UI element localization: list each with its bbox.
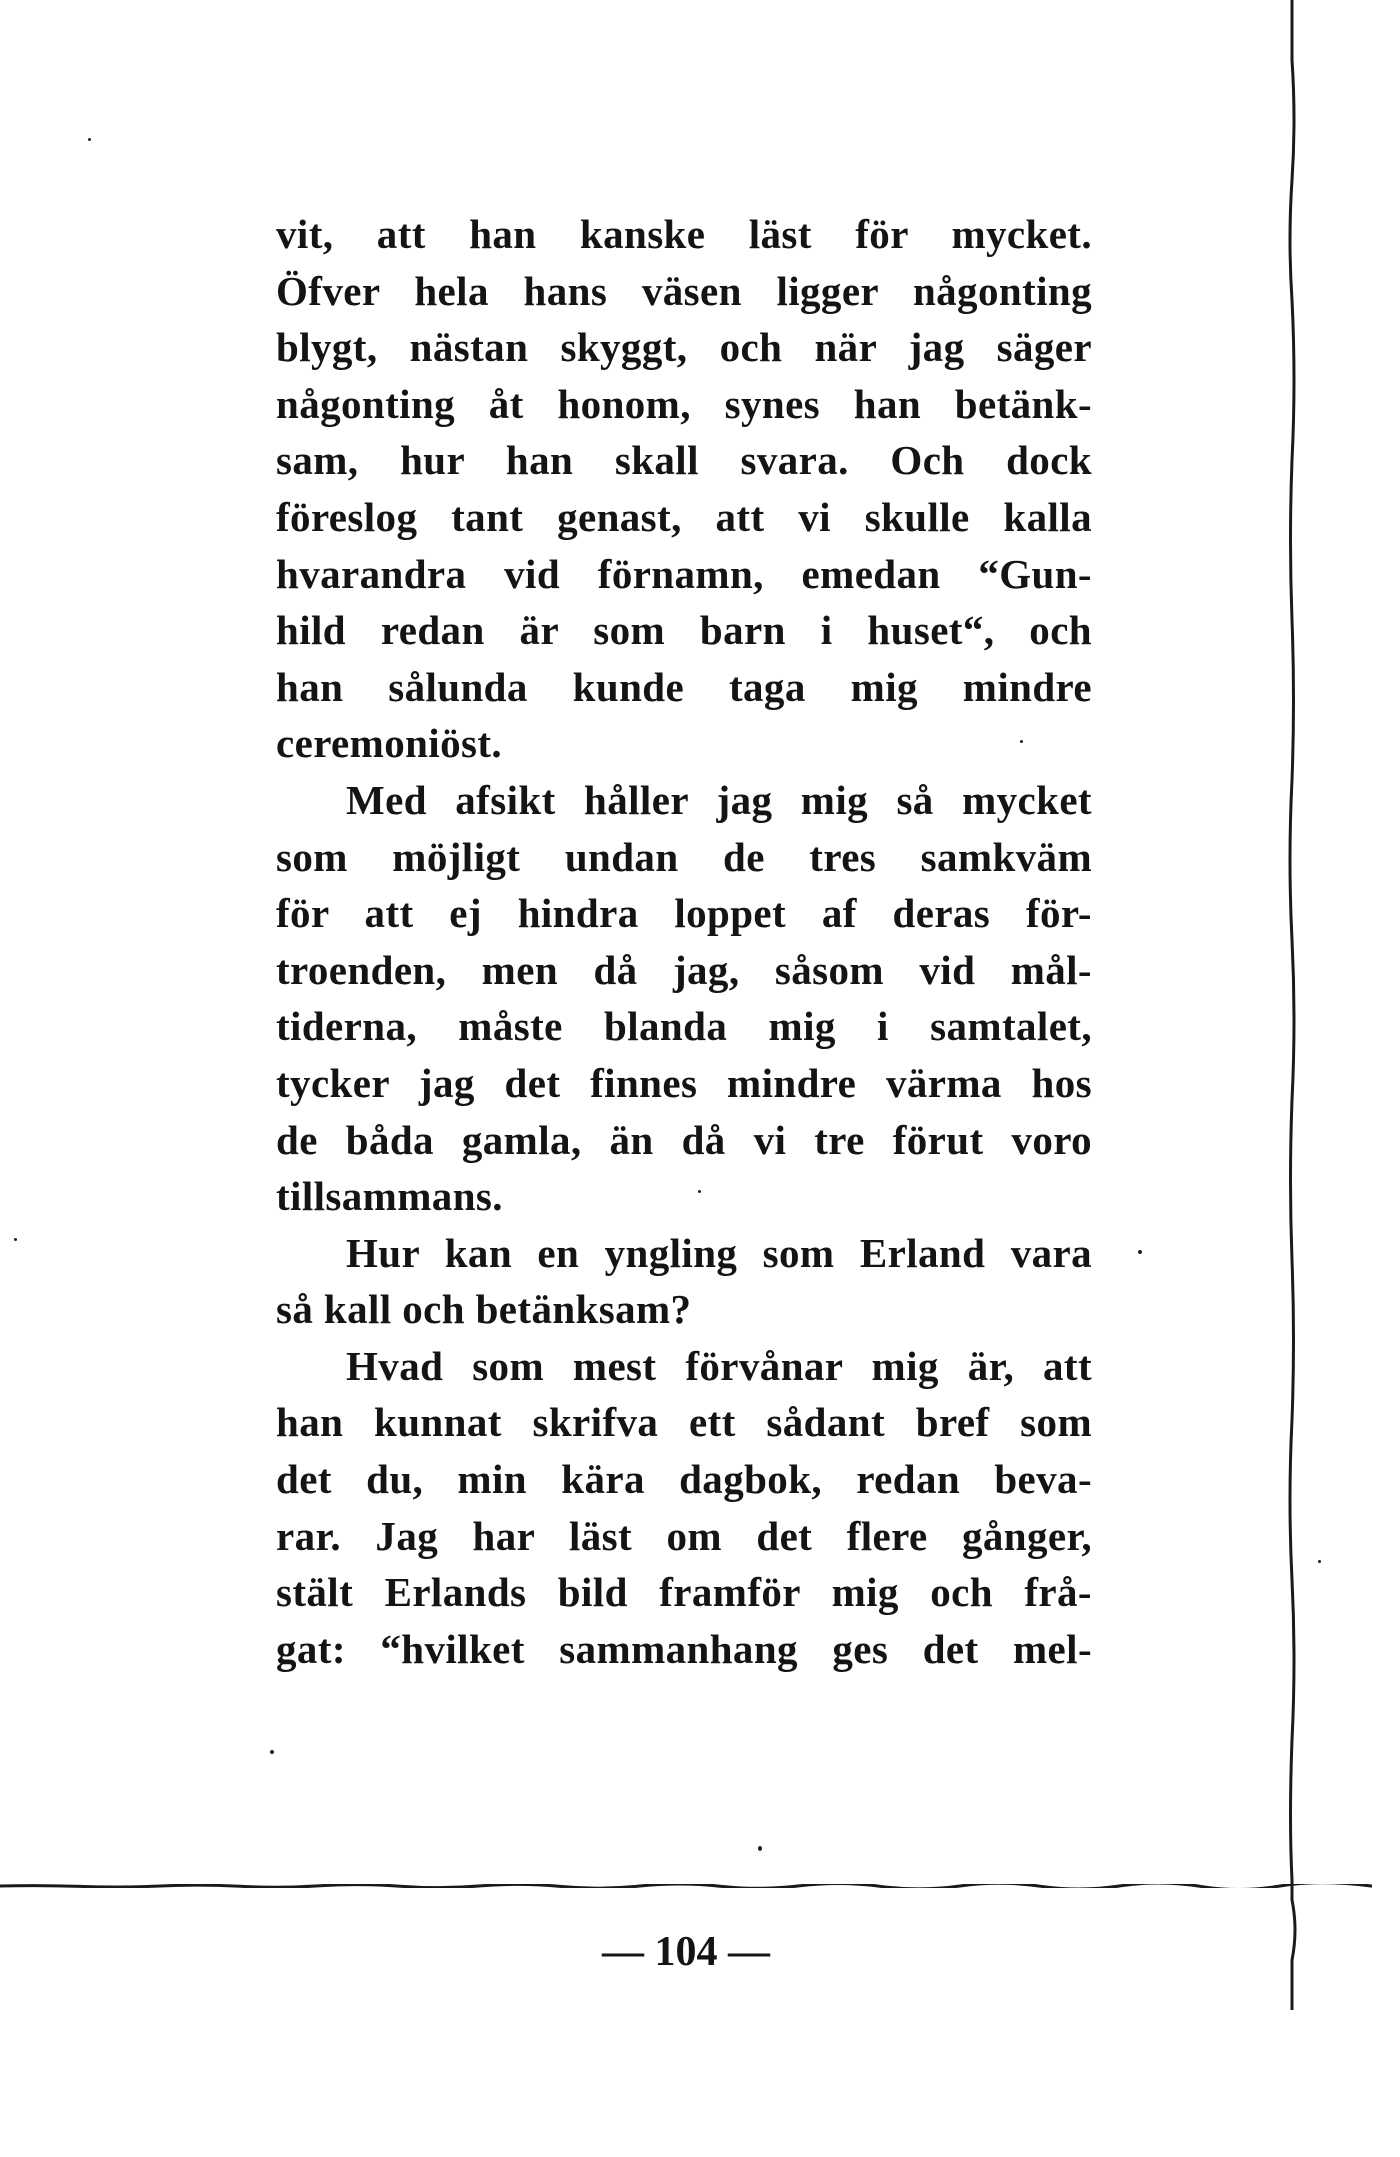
text-line: ceremoniöst. [276, 720, 503, 767]
text-line: blygt, nästan skyggt, och när jag säger [276, 324, 1092, 371]
text-line: någonting åt honom, synes han betänk- [276, 380, 1092, 427]
text-line: troenden, men då jag, såsom vid mål- [276, 946, 1092, 993]
text-line: Öfver hela hans väsen ligger någonting [276, 267, 1092, 314]
text-line: så kall och betänksam? [276, 1286, 692, 1333]
text-line: tiderna, måste blanda mig i samtalet, [276, 1003, 1092, 1050]
right-margin-rule [1282, 0, 1302, 2157]
text-line: tillsammans. [276, 1173, 503, 1220]
print-speck [1138, 1250, 1142, 1254]
text-line: han sålunda kunde taga mig mindre [276, 663, 1092, 710]
text-line: hild redan är som barn i huset“, och [276, 607, 1092, 654]
text-line: sam, hur han skall svara. Och dock [276, 437, 1092, 484]
print-speck [14, 1238, 17, 1241]
text-line: tycker jag det finnes mindre värma hos [276, 1059, 1092, 1106]
text-line: det du, min kära dagbok, redan beva- [276, 1456, 1092, 1503]
paragraph-start-line: Hur kan en yngling som Erland vara [346, 1229, 1092, 1276]
text-line: för att ej hindra loppet af deras för- [276, 890, 1092, 937]
text-line: rar. Jag har läst om det flere gånger, [276, 1512, 1092, 1559]
bottom-rule-line [0, 1884, 1372, 1888]
text-line: som möjligt undan de tres samkväm [276, 833, 1092, 880]
text-line: föreslog tant genast, att vi skulle kalla [276, 493, 1092, 540]
print-speck [270, 1750, 274, 1754]
print-speck [698, 1190, 701, 1193]
paragraph-start-line: Med afsikt håller jag mig så mycket [346, 776, 1092, 823]
paragraph-start-line: Hvad som mest förvånar mig är, att [346, 1342, 1092, 1389]
text-line: de båda gamla, än då vi tre förut voro [276, 1116, 1092, 1163]
page-number: — 104 — [602, 1929, 770, 1975]
print-speck [758, 1846, 762, 1851]
text-line: han kunnat skrifva ett sådant bref som [276, 1399, 1092, 1446]
text-line: hvarandra vid förnamn, emedan “Gun- [276, 550, 1092, 597]
text-line: vit, att han kanske läst för mycket. [276, 211, 1092, 257]
print-speck [1318, 1560, 1321, 1563]
body-text [276, 206, 1092, 1677]
print-speck [1020, 740, 1023, 743]
text-line: gat: “hvilket sammanhang ges det mel- [276, 1625, 1092, 1672]
print-speck [88, 138, 91, 141]
text-line: stält Erlands bild framför mig och frå- [276, 1569, 1092, 1616]
